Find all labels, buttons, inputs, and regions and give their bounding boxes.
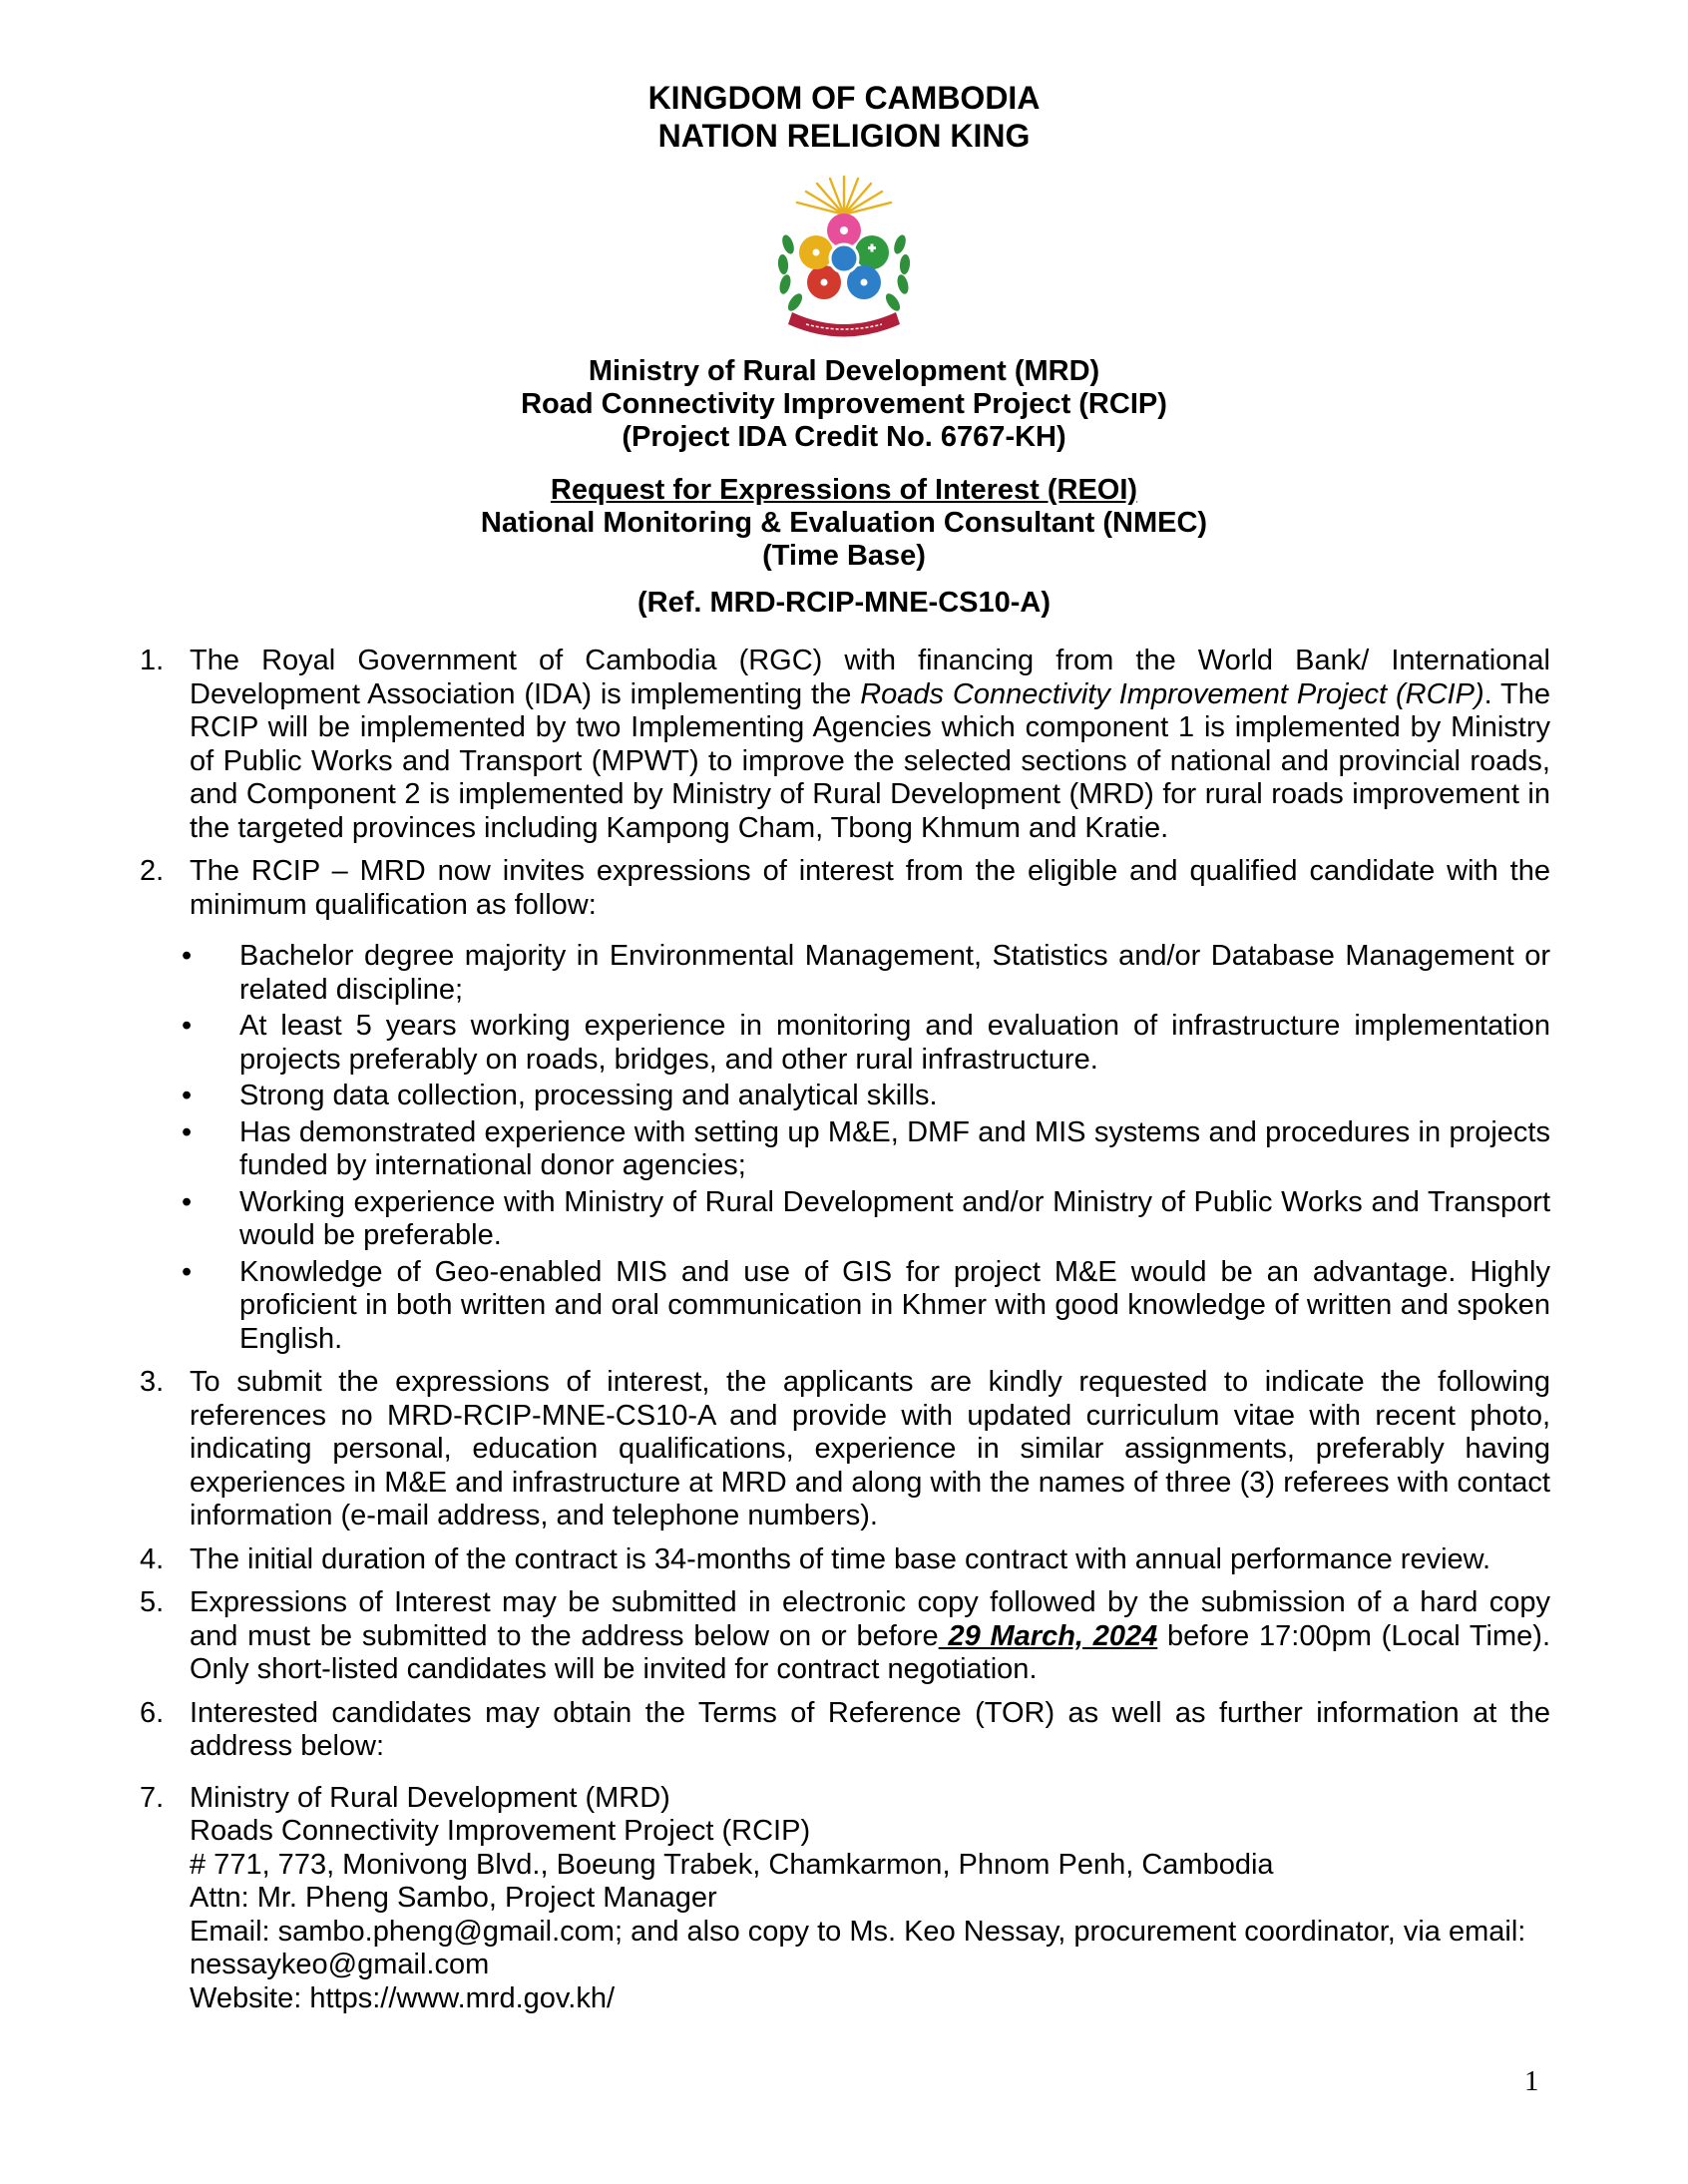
- address-line: Roads Connectivity Improvement Project (RCIP): [190, 1815, 811, 1847]
- item-1-text-c: . The RCIP will be implemented by two Implementing Agencies which component 1 is implemented by Ministry of Public Works and Transport (MPWT) to improve the selected sections of national and provincial roads, and Component 2 is implemented by Ministry of Rural Development (MRD) for rural roads improvement in the targeted provinces including Kampong Cham, Tbong Khmum and Kratie.: [190, 677, 1550, 844]
- contact-email: Email: sambo.pheng@gmail.com; and also copy to Ms. Keo Nessay, procurement coordinator, via email: nessaykeo@gmail.com: [190, 1915, 1526, 1980]
- bullet-item: [140, 1010, 1550, 1077]
- item-1-text-a: The Royal Government of Cambodia (RGC) with financing from the World Bank/ International Development Association (IDA) is implementing the: [190, 645, 1550, 710]
- deadline-date: 29 March, 2024: [938, 1619, 1158, 1652]
- item-2-text: The RCIP – MRD now invites expressions of interest from the eligible and qualified candidate with the minimum qualification as follow:: [190, 855, 1550, 921]
- list-item-2: [140, 855, 1550, 922]
- list-item-5: [140, 1586, 1550, 1687]
- bullet-text: Bachelor degree majority in Environmental Management, Statistics and/or Database Management or related discipline;: [239, 940, 1550, 1006]
- bullet-icon: •: [182, 1115, 193, 1148]
- item-number: 6.: [140, 1696, 165, 1729]
- item-number: 3.: [140, 1366, 165, 1398]
- item-number: 7.: [140, 1781, 165, 1814]
- time-basis: (Time Base): [762, 540, 926, 572]
- website-link[interactable]: Website: https://www.mrd.gov.kh/: [190, 1981, 616, 2014]
- bullet-icon: •: [182, 1010, 193, 1042]
- qualification-bullets: [140, 940, 1550, 1356]
- ministry-name: Ministry of Rural Development (MRD): [588, 355, 1100, 387]
- item-number: 4.: [140, 1542, 165, 1575]
- bullet-item: [140, 1256, 1550, 1357]
- bullet-item: [140, 1116, 1550, 1183]
- item-3-text: To submit the expressions of interest, the applicants are kindly requested to indicate the following references no MRD-RCIP-MNE-CS10-A and provide with updated curriculum vitae with recent photo, indicating personal, education qualifications, experience in similar assignments, preferably having experiences in M&E and infrastructure at MRD and along with the names of three (3) referees with contact information (e-mail address, and telephone numbers).: [190, 1366, 1550, 1531]
- item-6-text: Interested candidates may obtain the Terms of Reference (TOR) as well as further information at the address below:: [190, 1696, 1550, 1762]
- address-line: # 771, 773, Monivong Blvd., Boeung Trabek, Chamkarmon, Phnom Penh, Cambodia: [190, 1848, 1274, 1881]
- item-5-text-b: before 17:00pm (Local Time). Only short-listed candidates will be invited for contract negotiation.: [190, 1619, 1550, 1685]
- list-item-3: [140, 1366, 1550, 1533]
- item-number: 2.: [140, 855, 165, 887]
- page-number: 1: [1524, 2065, 1539, 2097]
- bullet-item: [140, 940, 1550, 1007]
- item-number: 1.: [140, 645, 165, 676]
- item-4-text: The initial duration of the contract is 34-months of time base contract with annual performance review.: [190, 1542, 1491, 1575]
- bullet-item: [140, 1186, 1550, 1253]
- list-item-6: [140, 1697, 1550, 1764]
- item-number: 5.: [140, 1586, 165, 1618]
- motto: NATION RELIGION KING: [657, 118, 1031, 154]
- reoi-title: Request for Expressions of Interest (REOI): [550, 474, 1138, 506]
- list-item-1: [140, 645, 1550, 845]
- reference-number: (Ref. MRD-RCIP-MNE-CS10-A): [636, 587, 1052, 619]
- bullet-icon: •: [182, 940, 193, 972]
- numbered-list: [140, 645, 1550, 2015]
- bullet-icon: •: [182, 1255, 193, 1288]
- item-5-text-a: Expressions of Interest may be submitted in electronic copy followed by the submission of a hard copy and must be submitted to the address below on or before: [190, 1586, 1550, 1652]
- project-name: Road Connectivity Improvement Project (RCIP): [521, 388, 1167, 420]
- bullet-icon: •: [182, 1080, 193, 1111]
- credit-number: (Project IDA Credit No. 6767-KH): [622, 421, 1066, 453]
- ministry-emblem-icon: [768, 175, 920, 339]
- kingdom-title: KINGDOM OF CAMBODIA: [647, 80, 1041, 116]
- bullet-text: Working experience with Ministry of Rural Development and/or Ministry of Public Works and Transport would be preferable.: [239, 1185, 1550, 1251]
- bullet-item: [140, 1080, 1550, 1113]
- bullet-text: Has demonstrated experience with setting up M&E, DMF and MIS systems and procedures in projects funded by international donor agencies;: [239, 1115, 1550, 1181]
- bullet-text: At least 5 years working experience in monitoring and evaluation of infrastructure implementation projects preferably on roads, bridges, and other rural infrastructure.: [239, 1010, 1550, 1076]
- list-item-7: [140, 1782, 1550, 2016]
- contact-person: Attn: Mr. Pheng Sambo, Project Manager: [190, 1882, 717, 1914]
- list-item-4: [140, 1543, 1550, 1577]
- bullet-text: Knowledge of Geo-enabled MIS and use of GIS for project M&E would be an advantage. Highly proficient in both written and oral communication in Khmer with good knowledge of written and spoken English.: [239, 1255, 1550, 1355]
- bullet-text: Strong data collection, processing and analytical skills.: [239, 1080, 938, 1111]
- position-title: National Monitoring & Evaluation Consultant (NMEC): [480, 507, 1208, 539]
- bullet-icon: •: [182, 1185, 193, 1218]
- item-1-project-name: Roads Connectivity Improvement Project (RCIP): [860, 677, 1484, 710]
- address-line: Ministry of Rural Development (MRD): [190, 1781, 670, 1814]
